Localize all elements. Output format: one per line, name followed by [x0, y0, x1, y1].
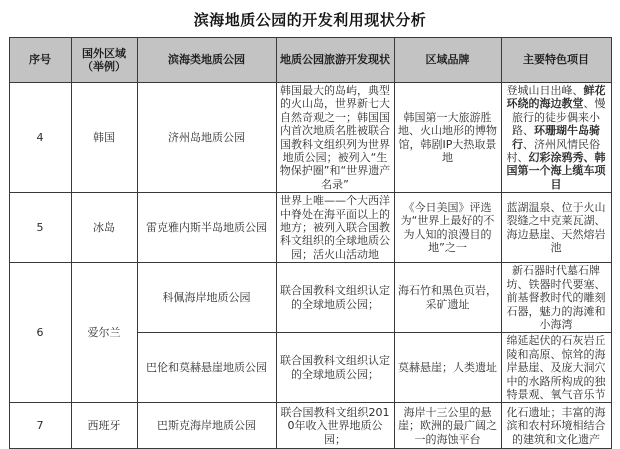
cell-region: 西班牙: [71, 403, 137, 449]
feature-text-run: 登城山日出峰、: [506, 84, 584, 97]
cell-serial-number: 4: [9, 83, 71, 193]
feature-text-run: 鲜花环绕的海边教堂: [506, 84, 606, 111]
table-header-row: [9, 38, 611, 83]
cell-geopark-name: 巴斯克海岸地质公园: [137, 403, 276, 449]
column-header: 国外区域（举例）: [71, 38, 137, 83]
table-row: [9, 263, 611, 333]
table-body: [9, 83, 611, 449]
table-row: [9, 193, 611, 263]
cell-geopark-name: 巴伦和莫赫悬崖地质公园: [137, 333, 276, 403]
feature-text-run: 幻彩涂鸦秀、韩国第一个海上缆车项目: [506, 151, 606, 191]
cell-regional-brand: 海岸十三公里的悬崖；欧洲的最广阔之一的海蚀平台: [394, 403, 501, 449]
cell-featured-projects: [501, 83, 611, 193]
cell-development-status: 韩国最大的岛屿，典型的火山岛，世界新七大自然奇观之一；韩国国内首次地质名胜被联合国教科文组织列为世界地质公园；被列入“生物保护圈”和“世界遗产名录”: [276, 83, 394, 193]
cell-serial-number: 5: [9, 193, 71, 263]
cell-geopark-name: 雷克雅内斯半岛地质公园: [137, 193, 276, 263]
feature-text-run: 绵延起伏的石灰岩丘陵和高原、惊耸的海岸悬崖、及庞大洞穴中的水路所构成的独特景观、氧气音乐节: [506, 334, 606, 401]
cell-regional-brand: 莫赫悬崖；人类遗址: [394, 333, 501, 403]
header-row: [9, 38, 611, 83]
page-title: 滨海地质公园的开发利用现状分析: [193, 11, 427, 29]
cell-development-status: 联合国教科文组织认定的全球地质公园；: [276, 333, 394, 403]
cell-serial-number: 7: [9, 403, 71, 449]
cell-regional-brand: 韩国第一大旅游胜地、火山地形的博物馆，韩剧IP大热取景地: [394, 83, 501, 193]
cell-regional-brand: 海石竹和黑色页岩，采矿遗址: [394, 263, 501, 333]
cell-featured-projects: [501, 193, 611, 263]
cell-development-status: 联合国教科文组织2010年收入世界地质公园；: [276, 403, 394, 449]
cell-regional-brand: 《今日美国》评选为“世界上最好的不为人知的浪漫目的地”之一: [394, 193, 501, 263]
geoparks-table: [9, 37, 612, 449]
cell-geopark-name: 科佩海岸地质公园: [137, 263, 276, 333]
feature-text-run: 、慢旅行的徒步偶来小路、: [512, 97, 606, 138]
column-header: 主要特色项目: [501, 38, 611, 83]
cell-featured-projects: [501, 263, 611, 333]
cell-featured-projects: [501, 403, 611, 449]
table-row: [9, 403, 611, 449]
feature-text-run: 环珊瑚牛岛骑行: [512, 124, 600, 151]
feature-text-run: 、济州风情民俗村、: [506, 137, 600, 165]
table-row: [9, 83, 611, 193]
cell-region: 爱尔兰: [71, 263, 137, 403]
feature-text-run: 新石器时代墓石牌坊、铁器时代要塞、前基督教时代的雕刻石器，魅力的海滩和小海湾: [506, 264, 606, 331]
cell-region: 冰岛: [71, 193, 137, 263]
cell-serial-number: 6: [9, 263, 71, 403]
column-header: 序号: [9, 38, 71, 83]
column-header: 地质公园旅游开发现状: [276, 38, 394, 83]
feature-text-run: 化石遗址；丰富的海滨和农村环境相结合的建筑和文化遗产: [506, 405, 606, 446]
column-header: 滨海类地质公园: [137, 38, 276, 83]
feature-text-run: 蓝湖温泉、位于火山裂缝之中克莱瓦湖、海边悬崖、天然熔岩池: [506, 200, 606, 255]
cell-featured-projects: [501, 333, 611, 403]
cell-geopark-name: 济州岛地质公园: [137, 83, 276, 193]
column-header: 区域品牌: [394, 38, 501, 83]
cell-region: 韩国: [71, 83, 137, 193]
cell-development-status: 世界上唯——个大西洋中脊处在海平面以上的地方；被列入联合国教科文组织的全球地质公园；活火山活动地: [276, 193, 394, 263]
cell-development-status: 联合国教科文组织认定的全球地质公园；: [276, 263, 394, 333]
